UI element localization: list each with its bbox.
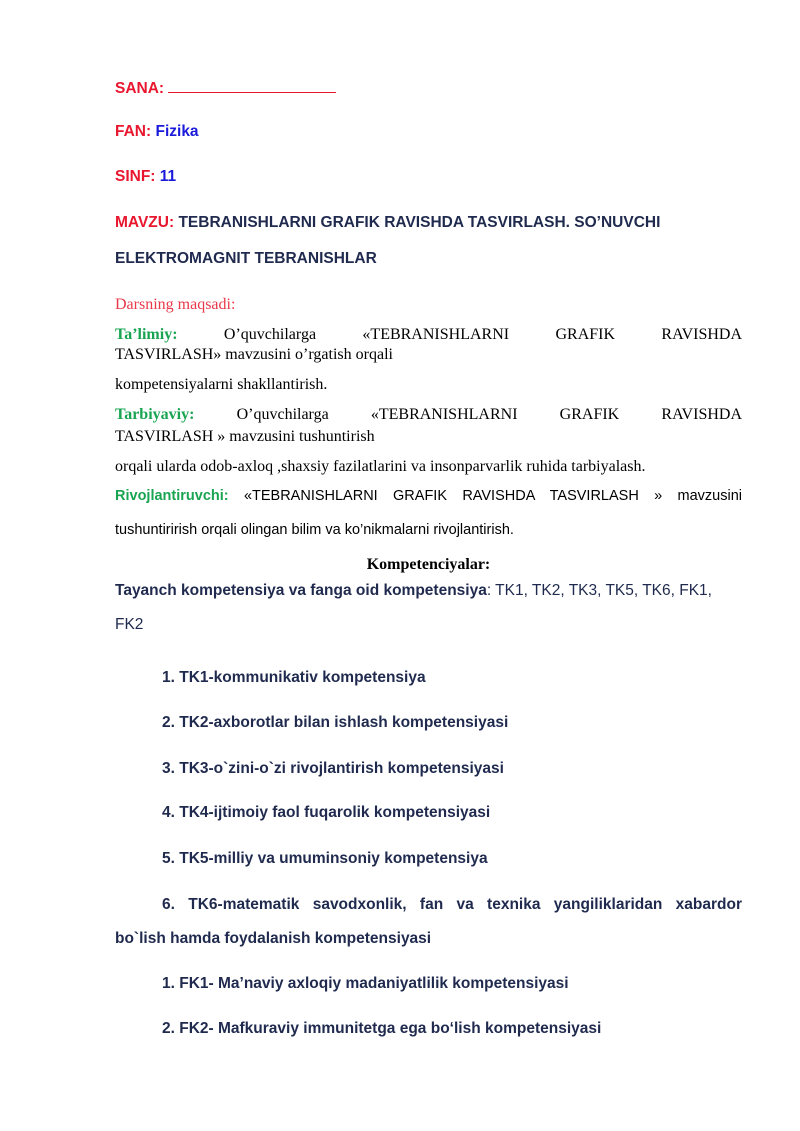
list-item: 1. FK1- Ma’naviy axloqiy madaniyatlilik kompetensiyasi bbox=[162, 975, 569, 992]
sana-label: SANA: bbox=[115, 80, 165, 97]
goals-heading: Darsning maqsadi: bbox=[115, 296, 236, 313]
talimiy-line-1 bbox=[115, 326, 742, 344]
tarbiyaviy-label: Tarbiyaviy: bbox=[115, 406, 195, 423]
fan-line bbox=[115, 123, 199, 141]
list-item: 2. TK2-axborotlar bilan ishlash kompetensiyasi bbox=[162, 714, 509, 731]
sinf-label: SINF: bbox=[115, 168, 156, 185]
fan-value: Fizika bbox=[155, 123, 199, 140]
rivoj-text-1: «TEBRANISHLARNI GRAFIK RAVISHDA TASVIRLASH » mavzusini bbox=[243, 488, 742, 504]
talimiy-text-3: kompetensiyalarni shakllantirish. bbox=[115, 376, 328, 393]
competencies-intro-value: : TK1, TK2, TK3, TK5, TK6, FK1, bbox=[486, 582, 712, 599]
mavzu-title-part1: TEBRANISHLARNI GRAFIK RAVISHDA TASVIRLASH. SO’NUVCHI bbox=[178, 214, 661, 231]
talimiy-text-2: TASVIRLASH» mavzusini o’rgatish orqali bbox=[115, 346, 393, 363]
list-item: 4. TK4-ijtimoiy faol fuqarolik kompetensiyasi bbox=[162, 804, 491, 821]
tarbiyaviy-text-3: orqali ularda odob-axloq ,shaxsiy fazilatlarini va insonparvarlik ruhida tarbiyalash. bbox=[115, 458, 646, 475]
list-item: 2. FK2- Mafkuraviy immunitetga ega bo‘lish kompetensiyasi bbox=[162, 1020, 602, 1037]
list-item-6-line-1: 6. TK6-matematik savodxonlik, fan va texnika yangiliklaridan xabardor bbox=[162, 896, 742, 913]
competencies-intro-value-2: FK2 bbox=[115, 616, 144, 633]
competencies-heading: Kompetenciyalar: bbox=[366, 556, 491, 573]
list-item: 1. TK1-kommunikativ kompetensiya bbox=[162, 669, 426, 686]
talimiy-text-1: O’quvchilarga «TEBRANISHLARNI GRAFIK RAVISHDA bbox=[223, 326, 743, 343]
list-item: 5. TK5-milliy va umuminsoniy kompetensiya bbox=[162, 850, 488, 867]
mavzu-title-part2: ELEKTROMAGNIT TEBRANISHLAR bbox=[115, 250, 377, 267]
sana-blank-field bbox=[168, 78, 336, 93]
competencies-intro-line-1 bbox=[115, 582, 712, 600]
list-item-6-line-2: bo`lish hamda foydalanish kompetensiyasi bbox=[115, 930, 432, 947]
tarbiyaviy-text-2: TASVIRLASH » mavzusini tushuntirish bbox=[115, 428, 375, 445]
sinf-value: 11 bbox=[159, 168, 177, 185]
rivoj-line-1 bbox=[115, 488, 742, 504]
mavzu-line-1 bbox=[115, 214, 660, 232]
sinf-line bbox=[115, 168, 176, 186]
sana-line bbox=[115, 78, 336, 98]
fan-label: FAN: bbox=[115, 123, 152, 140]
tarbiyaviy-line-1 bbox=[115, 406, 742, 424]
talimiy-label: Ta’limiy: bbox=[115, 326, 178, 343]
list-item: 3. TK3-o`zini-o`zi rivojlantirish kompetensiyasi bbox=[162, 760, 504, 777]
competencies-intro-label: Tayanch kompetensiya va fanga oid kompetensiya bbox=[115, 582, 487, 599]
rivoj-text-2: tushuntirirish orqali olingan bilim va ko’nikmalarni rivojlantirish. bbox=[115, 522, 514, 538]
mavzu-label: MAVZU: bbox=[115, 214, 175, 231]
tarbiyaviy-text-1: O’quvchilarga «TEBRANISHLARNI GRAFIK RAVISHDA bbox=[236, 406, 742, 423]
rivoj-label: Rivojlantiruvchi: bbox=[115, 488, 229, 504]
